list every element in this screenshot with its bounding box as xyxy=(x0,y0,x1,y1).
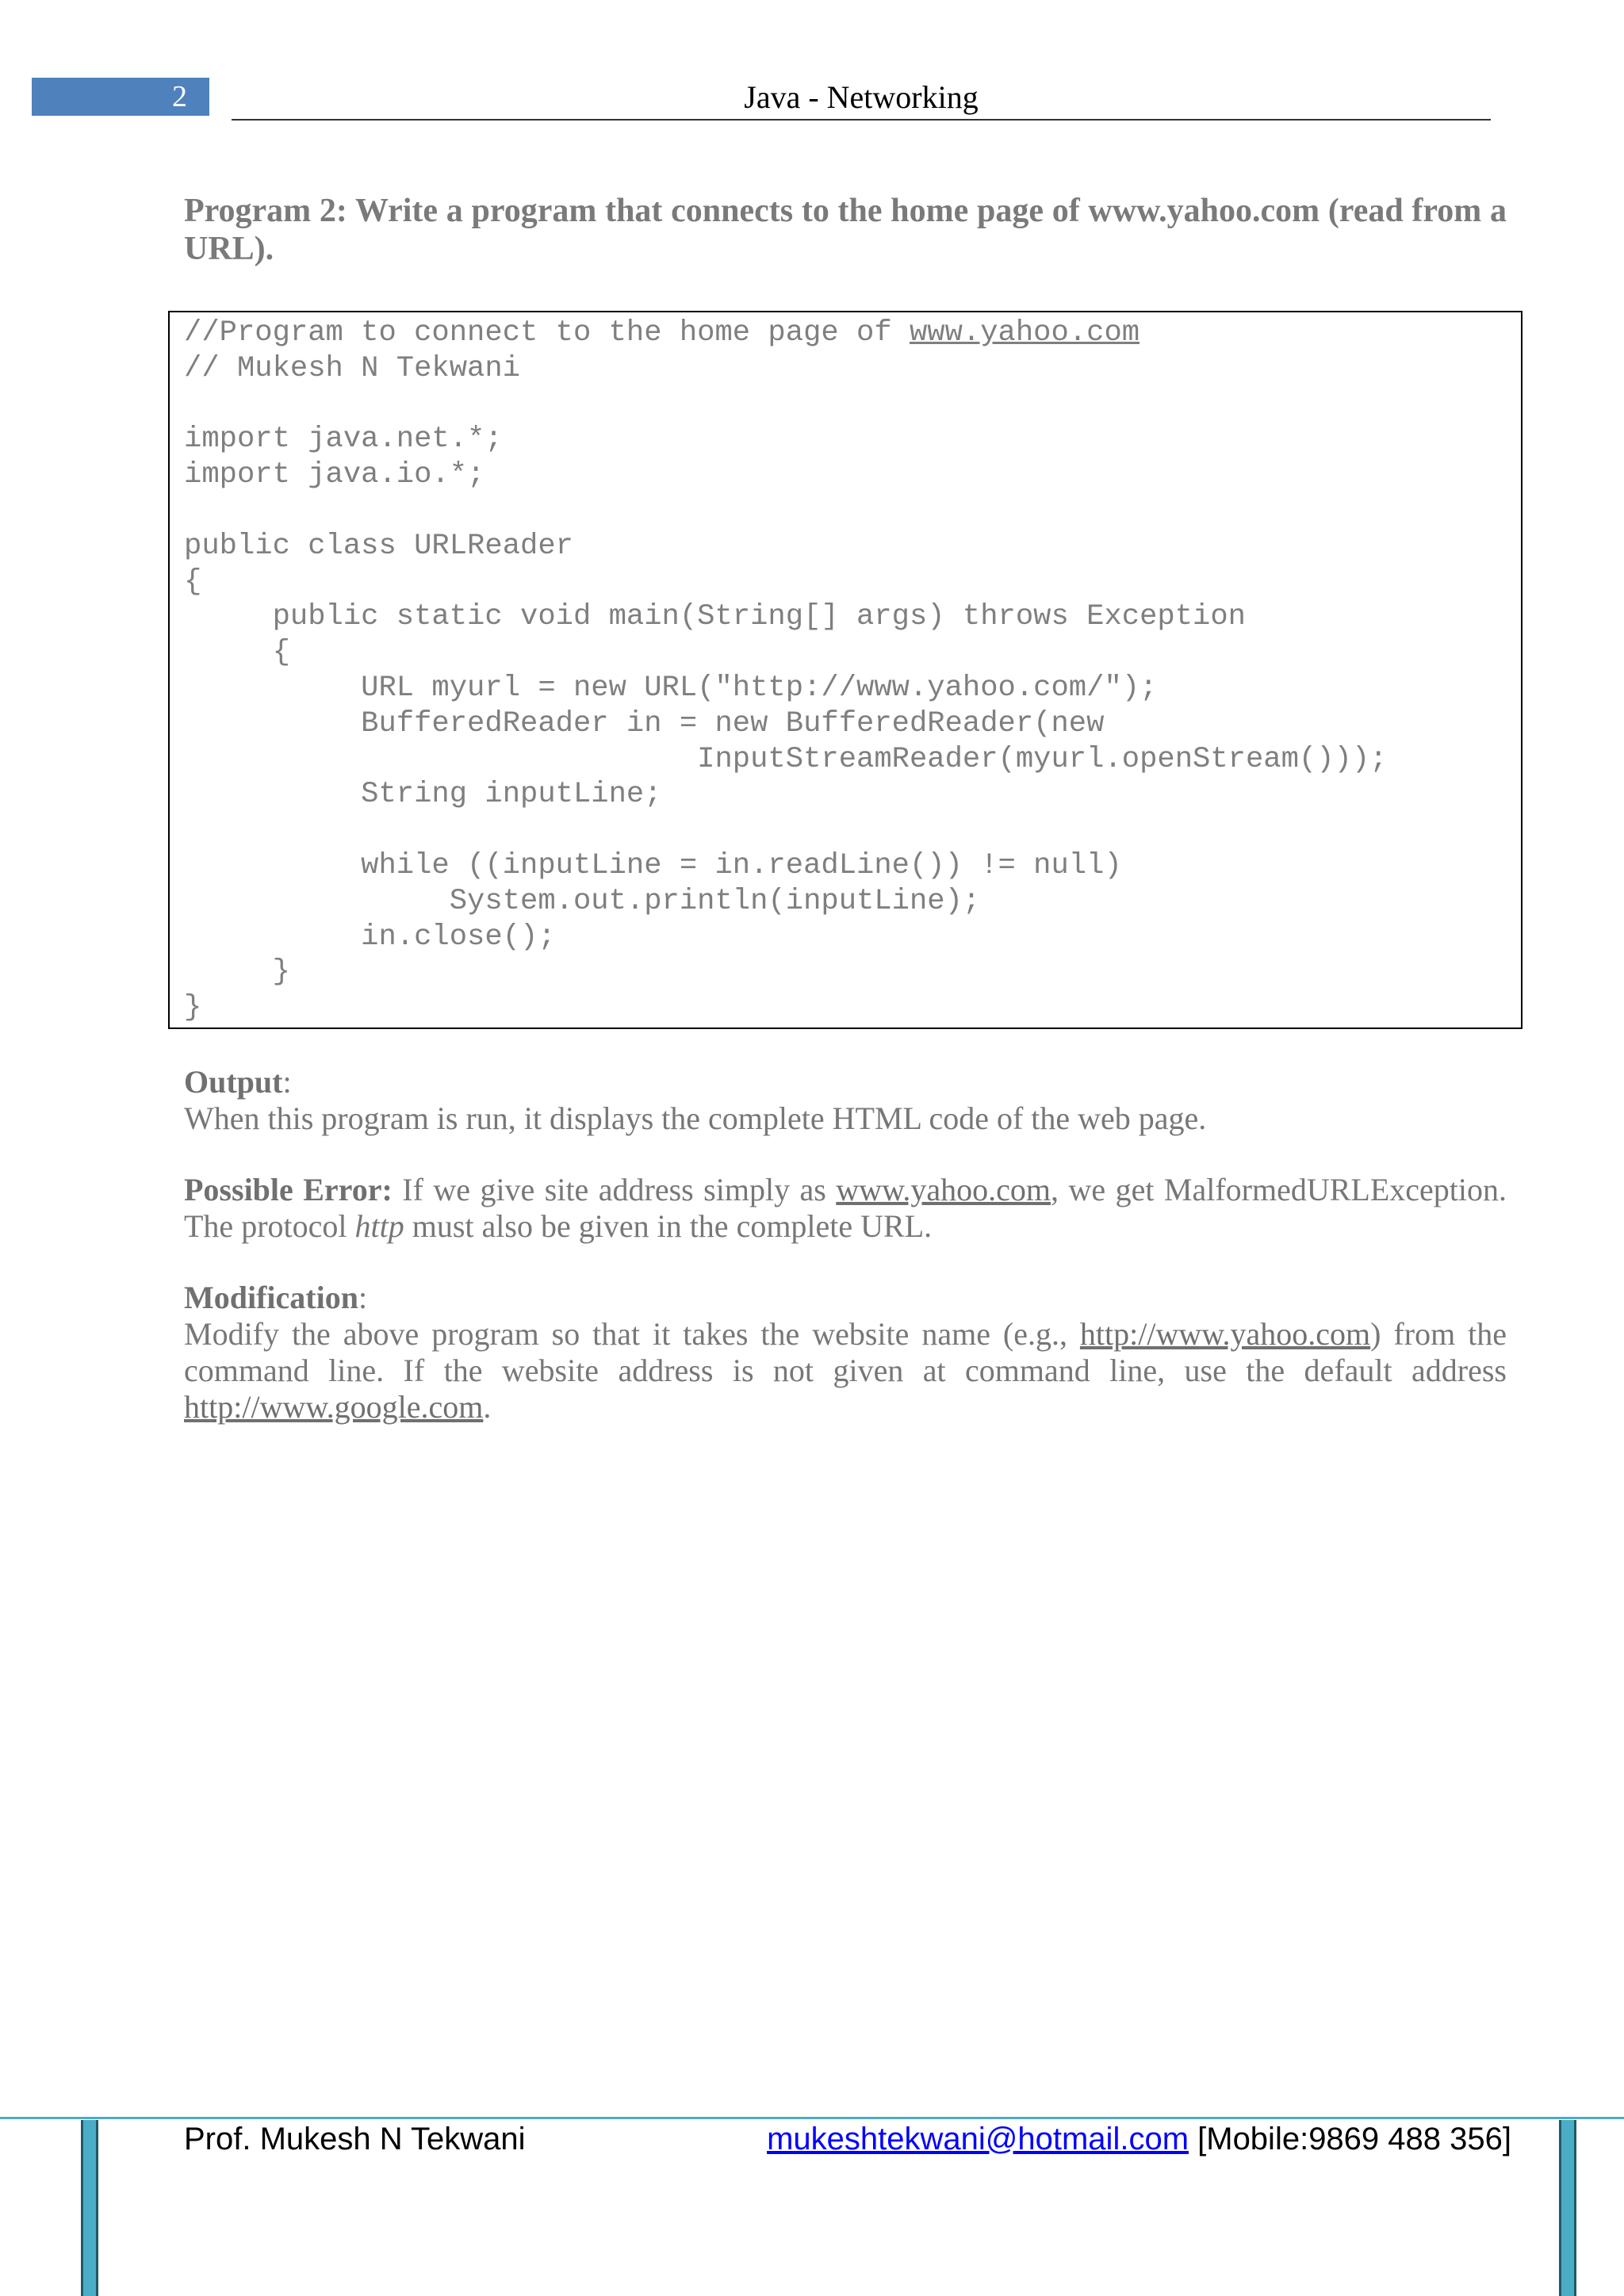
page-number: 2 xyxy=(32,78,209,116)
output-heading xyxy=(184,1064,1507,1100)
output-colon: : xyxy=(282,1064,292,1100)
code-block xyxy=(184,316,1388,1026)
header-title: Java - Networking xyxy=(232,76,1491,121)
yahoo-url-link[interactable]: http://www.yahoo.com xyxy=(1079,1316,1371,1352)
code-line: String inputLine; xyxy=(184,778,662,812)
code-line xyxy=(184,387,1388,423)
code-line: } xyxy=(184,991,202,1025)
footer-author: Prof. Mukesh N Tekwani xyxy=(184,2122,526,2156)
output-section xyxy=(184,1064,1507,1137)
footer-email-link[interactable]: mukeshtekwani@hotmail.com xyxy=(767,2122,1189,2156)
code-line xyxy=(184,316,1388,351)
http-italic: http xyxy=(354,1208,404,1244)
program-heading: Program 2: Write a program that connects to the home page of www.yahoo.com (read from a URL). xyxy=(184,193,1507,267)
modification-heading xyxy=(184,1280,1507,1316)
modification-label: Modification xyxy=(184,1280,358,1315)
possible-error-section xyxy=(184,1172,1507,1245)
code-line: URL myurl = new URL("http://www.yahoo.com/"); xyxy=(184,671,1158,705)
code-comment-link[interactable]: www.yahoo.com xyxy=(909,316,1140,350)
google-url-link[interactable]: http://www.google.com xyxy=(184,1389,484,1425)
yahoo-link[interactable]: www.yahoo.com xyxy=(836,1172,1051,1207)
footer-contact xyxy=(767,2117,1511,2161)
code-line xyxy=(184,813,1388,848)
possible-error-text: If we give site address simply as xyxy=(392,1172,837,1207)
code-line: // Mukesh N Tekwani xyxy=(184,351,521,385)
modification-text-part: ) from the command line. If the website address is not given at command line, use the default address xyxy=(184,1316,1507,1388)
code-comment-text: //Program to connect to the home page of xyxy=(184,316,910,350)
code-line: BufferedReader in = new BufferedReader(new xyxy=(184,706,1105,740)
code-line: public class URLReader xyxy=(184,529,573,563)
footer-right-bar xyxy=(1559,2120,1576,2296)
possible-error-label: Possible Error: xyxy=(184,1172,393,1207)
code-listing xyxy=(168,311,1522,1029)
output-label: Output xyxy=(184,1064,283,1100)
code-line: while ((inputLine = in.readLine()) != null) xyxy=(184,848,1122,882)
modification-colon: : xyxy=(358,1280,368,1315)
modification-section xyxy=(184,1280,1507,1425)
code-line: public static void main(String[] args) throws Exception xyxy=(184,600,1246,634)
code-line: { xyxy=(184,564,202,599)
possible-error-text: , we get MalformedURLException. The protocol xyxy=(184,1172,1507,1244)
modification-text-part: . xyxy=(483,1389,492,1425)
code-line: import java.net.*; xyxy=(184,423,503,457)
footer-left-bar xyxy=(81,2120,98,2296)
code-line: } xyxy=(184,955,290,989)
code-line: in.close(); xyxy=(184,920,556,954)
modification-text xyxy=(184,1316,1507,1425)
possible-error-text: must also be given in the complete URL. xyxy=(404,1208,933,1244)
code-line: { xyxy=(184,636,290,670)
code-line xyxy=(184,493,1388,529)
footer-mobile: [Mobile:9869 488 356] xyxy=(1189,2122,1511,2156)
code-line: System.out.println(inputLine); xyxy=(184,884,981,918)
modification-text-part: Modify the above program so that it takes the website name (e.g., xyxy=(184,1316,1080,1352)
output-text: When this program is run, it displays the complete HTML code of the web page. xyxy=(184,1100,1207,1136)
code-line: InputStreamReader(myurl.openStream())); xyxy=(184,742,1388,776)
code-line: import java.io.*; xyxy=(184,458,485,492)
